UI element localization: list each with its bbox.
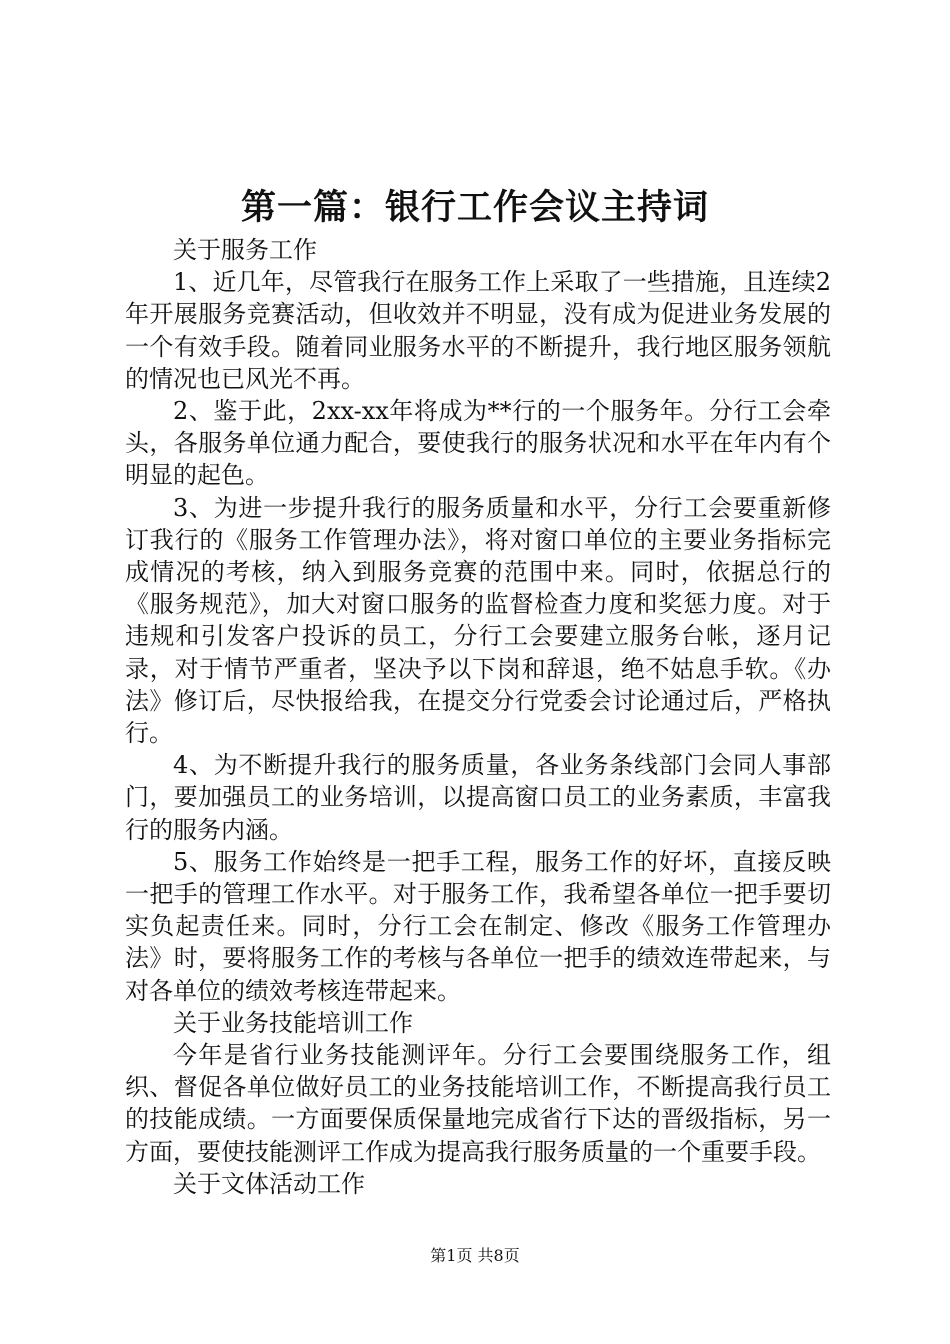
paragraph-1: 1、近几年，尽管我行在服务工作上采取了一些措施，且连续2年开展服务竞赛活动，但收效并不明显，没有成为促进业务发展的一个有效手段。随着同业服务水平的不断提升，我行地区服务领航的情况也已风光不再。	[125, 268, 831, 393]
paragraph-2: 2、鉴于此，2xx-xx年将成为**行的一个服务年。分行工会牵头，各服务单位通力配合，要使我行的服务状况和水平在年内有个明显的起色。	[125, 397, 831, 490]
section-heading-skills-training: 关于业务技能培训工作	[173, 1008, 413, 1037]
section-heading-service: 关于服务工作	[173, 236, 317, 264]
document-body	[125, 234, 831, 1200]
page-footer: 第1页 共8页	[430, 1246, 520, 1265]
paragraph-skills-training: 今年是省行业务技能测评年。分行工会要围绕服务工作，组织、督促各单位做好员工的业务技能培训工作，不断提高我行员工的技能成绩。一方面要保质保量地完成省行下达的晋级指标，另一方面，要使技能测评工作成为提高我行服务质量的一个重要手段。	[125, 1041, 831, 1166]
section-heading-cultural-activities: 关于文体活动工作	[173, 1169, 365, 1198]
paragraph-3: 3、为进一步提升我行的服务质量和水平，分行工会要重新修订我行的《服务工作管理办法》，将对窗口单位的主要业务指标完成情况的考核，纳入到服务竞赛的范围中来。同时，依据总行的《服务规范》，加大对窗口服务的监督检查力度和奖惩力度。对于违规和引发客户投诉的员工，分行工会要建立服务台帐，逐月记录，对于情节严重者，坚决予以下岗和辞退，绝不姑息手软。《办法》修订后，尽快报给我，在提交分行党委会讨论通过后，严格执行。	[125, 493, 831, 748]
paragraph-4: 4、为不断提升我行的服务质量，各业务条线部门会同人事部门，要加强员工的业务培训，以提高窗口员工的业务素质，丰富我行的服务内涵。	[125, 751, 831, 844]
paragraph-5: 5、服务工作始终是一把手工程，服务工作的好坏，直接反映一把手的管理工作水平。对于服务工作，我希望各单位一把手要切实负起责任来。同时，分行工会在制定、修改《服务工作管理办法》时，要将服务工作的考核与各单位一把手的绩效连带起来，与对各单位的绩效考核连带起来。	[125, 847, 831, 1005]
page-title: 第一篇：银行工作会议主持词	[240, 187, 709, 228]
